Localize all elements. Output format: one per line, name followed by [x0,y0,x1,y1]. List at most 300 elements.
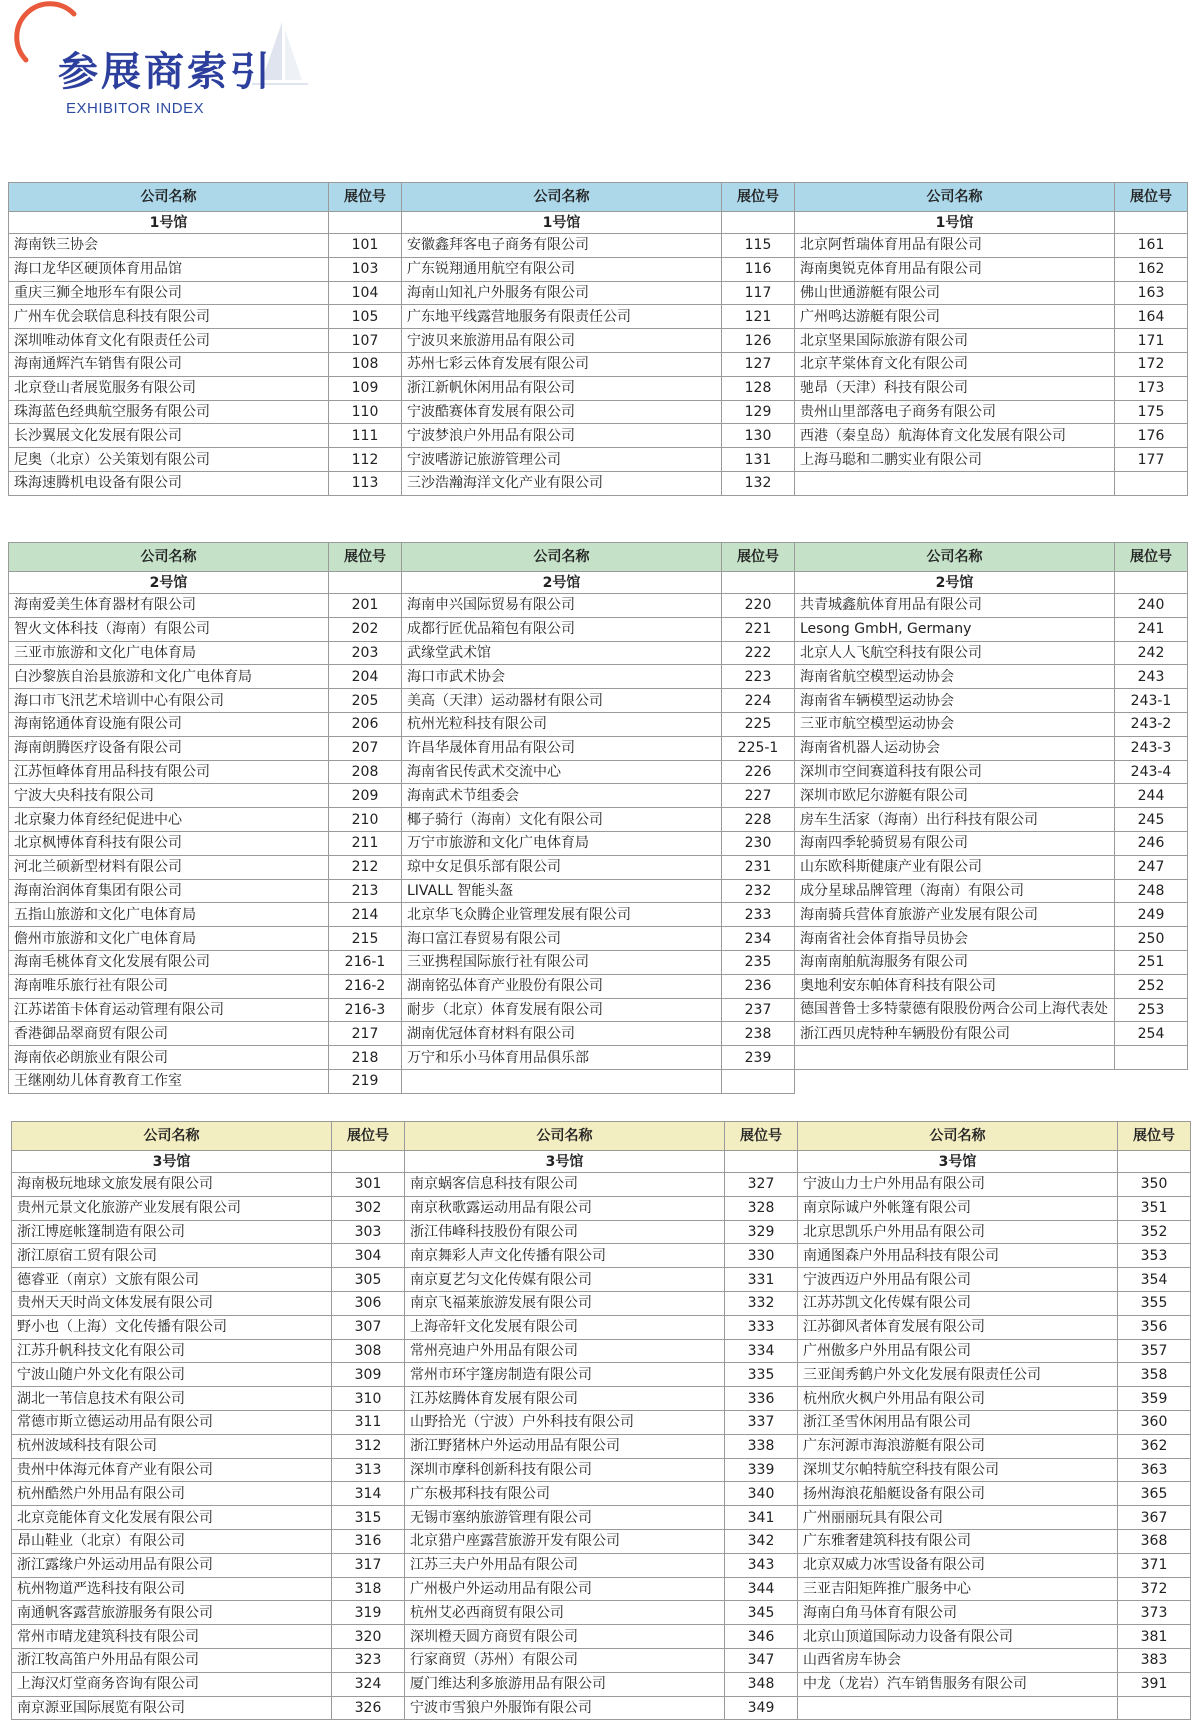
column-header-company: 公司名称 [795,183,1115,212]
exhibitor-table [797,1121,1191,1720]
booth-number: 113 [329,471,402,495]
hall-label-empty [1118,1151,1191,1173]
booth-number: 230 [722,831,795,855]
booth-number: 243-1 [1115,689,1188,713]
company-name: 江苏三夫户外用品有限公司 [405,1553,725,1577]
company-name: 扬州海浪花船艇设备有限公司 [798,1482,1118,1506]
company-name: 耐步（北京）体育发展有限公司 [402,998,722,1022]
hall-label-row [795,572,1188,594]
booth-number: 204 [329,665,402,689]
hall-label-empty [1115,212,1188,234]
booth-number: 216-1 [329,950,402,974]
booth-number: 211 [329,831,402,855]
table-row [402,974,795,998]
table-row [9,376,402,400]
table-row [9,950,402,974]
table-row [795,617,1188,641]
booth-number: 246 [1115,831,1188,855]
company-name: 浙江博庭帐篷制造有限公司 [12,1220,332,1244]
booth-number [1118,1696,1191,1720]
company-name: 武缘堂武术馆 [402,641,722,665]
table-row [795,760,1188,784]
exhibitor-table [794,542,1188,1070]
company-name: 贵州中体海元体育产业有限公司 [12,1458,332,1482]
booth-number: 344 [725,1577,798,1601]
booth-number: 318 [332,1577,405,1601]
company-name: 杭州物道严选科技有限公司 [12,1577,332,1601]
table-row [405,1196,798,1220]
company-name: 海南省航空模型运动协会 [795,665,1115,689]
company-name [795,1046,1115,1070]
booth-number: 221 [722,617,795,641]
company-name: 杭州艾必西商贸有限公司 [405,1601,725,1625]
company-name: 常州市晴龙建筑科技有限公司 [12,1625,332,1649]
booth-number: 351 [1118,1196,1191,1220]
company-name: 宁波西迈户外用品有限公司 [798,1268,1118,1292]
company-name: 江苏御风者体育发展有限公司 [798,1315,1118,1339]
table-header-row [795,183,1188,212]
booth-number: 391 [1118,1672,1191,1696]
table-row [9,234,402,258]
hall-label: 3号馆 [12,1151,332,1173]
table-row [798,1387,1191,1411]
company-name: 奥地利安东帕体育科技有限公司 [795,974,1115,998]
booth-number: 202 [329,617,402,641]
column-header-company: 公司名称 [9,183,329,212]
table-row [402,424,795,448]
table-row [402,617,795,641]
booth-number: 349 [725,1696,798,1720]
booth-number: 236 [722,974,795,998]
company-name: 白沙黎族自治县旅游和文化广电体育局 [9,665,329,689]
booth-number: 312 [332,1434,405,1458]
hall-label-row [9,212,402,234]
table-row [795,471,1188,495]
company-name: 浙江牧高笛户外用品有限公司 [12,1648,332,1672]
table-row [12,1601,405,1625]
booth-number: 239 [722,1046,795,1070]
company-name: 海南白角马体育有限公司 [798,1601,1118,1625]
booth-number: 132 [722,471,795,495]
company-name: 广东锐翔通用航空有限公司 [402,257,722,281]
booth-number: 314 [332,1482,405,1506]
company-name: 尼奥（北京）公关策划有限公司 [9,448,329,472]
table-row [795,927,1188,951]
hall-label-row [405,1151,798,1173]
table-row [9,257,402,281]
booth-number: 105 [329,305,402,329]
booth-number: 359 [1118,1387,1191,1411]
booth-number: 315 [332,1506,405,1530]
booth-number: 356 [1118,1315,1191,1339]
company-name: 宁波市雪狼户外服饰有限公司 [405,1696,725,1720]
booth-number: 117 [722,281,795,305]
company-name: 海南南舶航海服务有限公司 [795,950,1115,974]
table-row [9,448,402,472]
table-row [402,594,795,618]
column-header-booth: 展位号 [722,183,795,212]
table-row [798,1291,1191,1315]
booth-number: 110 [329,400,402,424]
column-header-company: 公司名称 [9,543,329,572]
table-row [9,808,402,832]
table-row [12,1625,405,1649]
booth-number: 311 [332,1410,405,1434]
company-name: 海南极玩地球文旅发展有限公司 [12,1173,332,1197]
booth-number: 116 [722,257,795,281]
company-name: 共青城鑫航体育用品有限公司 [795,594,1115,618]
booth-number: 233 [722,903,795,927]
company-name: 山西省房车协会 [798,1648,1118,1672]
booth-number: 323 [332,1648,405,1672]
booth-number: 354 [1118,1268,1191,1292]
company-name: 宁波梦浪户外用品有限公司 [402,424,722,448]
booth-number: 381 [1118,1625,1191,1649]
company-name: 江苏炫腾体育发展有限公司 [405,1387,725,1411]
table-row [402,281,795,305]
company-name: 海南铭通体育设施有限公司 [9,712,329,736]
booth-number: 201 [329,594,402,618]
table-row [405,1268,798,1292]
booth-number: 347 [725,1648,798,1672]
company-name: 杭州欣火枫户外用品有限公司 [798,1387,1118,1411]
booth-number: 212 [329,855,402,879]
booth-number: 216-2 [329,974,402,998]
booth-number: 206 [329,712,402,736]
company-name: 北京阿哲瑞体育用品有限公司 [795,234,1115,258]
table-row [12,1410,405,1434]
table-header-row [798,1122,1191,1151]
table-row [795,831,1188,855]
booth-number: 163 [1115,281,1188,305]
booth-number: 309 [332,1363,405,1387]
table-row [402,471,795,495]
booth-number: 339 [725,1458,798,1482]
company-name: 山野拾光（宁波）户外科技有限公司 [405,1410,725,1434]
table-row [12,1506,405,1530]
company-name: 广州车优会联信息科技有限公司 [9,305,329,329]
booth-number: 224 [722,689,795,713]
company-name: 北京枫博体育科技有限公司 [9,831,329,855]
booth-number: 161 [1115,234,1188,258]
booth-number: 219 [329,1069,402,1093]
booth-number: 173 [1115,376,1188,400]
table-row [798,1244,1191,1268]
table-row [798,1315,1191,1339]
table-row [405,1553,798,1577]
company-name: 三亚闺秀鹤户外文化发展有限责任公司 [798,1363,1118,1387]
table-row [795,448,1188,472]
company-name: 海口富江春贸易有限公司 [402,927,722,951]
company-name: 海南省机器人运动协会 [795,736,1115,760]
hall-label-empty [329,212,402,234]
table-row [402,903,795,927]
company-name: 江苏恒峰体育用品科技有限公司 [9,760,329,784]
table-header-row [12,1122,405,1151]
booth-number: 331 [725,1268,798,1292]
company-name: 北京华飞众腾企业管理发展有限公司 [402,903,722,927]
booth-number: 220 [722,594,795,618]
company-name: 广州丽丽玩具有限公司 [798,1506,1118,1530]
booth-number: 249 [1115,903,1188,927]
table-row [9,1046,402,1070]
company-name: 厦门维达利多旅游用品有限公司 [405,1672,725,1696]
table-row [402,448,795,472]
table-row [12,1387,405,1411]
company-name: 珠海蓝色经典航空服务有限公司 [9,400,329,424]
booth-number [1115,1046,1188,1070]
hall-label-empty [722,572,795,594]
company-name: 北京人人飞航空科技有限公司 [795,641,1115,665]
booth-number: 222 [722,641,795,665]
hall-label: 3号馆 [798,1151,1118,1173]
company-name: 深圳唯动体育文化有限责任公司 [9,329,329,353]
booth-number: 329 [725,1220,798,1244]
booth-number: 343 [725,1553,798,1577]
company-name: 重庆三狮全地形车有限公司 [9,281,329,305]
company-name: 无锡市塞纳旅游管理有限公司 [405,1506,725,1530]
table-row [9,471,402,495]
booth-number: 327 [725,1173,798,1197]
company-name: 山东欧科斯健康产业有限公司 [795,855,1115,879]
column-header-company: 公司名称 [798,1122,1118,1151]
table-row [9,400,402,424]
booth-number: 301 [332,1173,405,1197]
company-name: Lesong GmbH, Germany [795,617,1115,641]
company-name: 苏州七彩云体育发展有限公司 [402,352,722,376]
company-name: 海口市飞汛艺术培训中心有限公司 [9,689,329,713]
company-name: 驰昂（天津）科技有限公司 [795,376,1115,400]
company-name: 海口龙华区硬顶体育用品馆 [9,257,329,281]
table-header-row [9,543,402,572]
table-row [9,424,402,448]
company-name: 广东河源市海浪游艇有限公司 [798,1434,1118,1458]
company-name: 南京际诚户外帐篷有限公司 [798,1196,1118,1220]
booth-number: 302 [332,1196,405,1220]
booth-number: 357 [1118,1339,1191,1363]
booth-number: 225-1 [722,736,795,760]
company-name: 三亚吉阳矩阵推广服务中心 [798,1577,1118,1601]
exhibitor-table [8,182,402,496]
company-name: 上海马聪和二鹏实业有限公司 [795,448,1115,472]
table-row [405,1577,798,1601]
booth-number: 176 [1115,424,1188,448]
table-row [9,879,402,903]
company-name: 浙江野猪林户外运动用品有限公司 [405,1434,725,1458]
company-name: 江苏苏凯文化传媒有限公司 [798,1291,1118,1315]
hall-label: 3号馆 [405,1151,725,1173]
booth-number: 350 [1118,1173,1191,1197]
table-row [402,808,795,832]
table-header-row [405,1122,798,1151]
booth-number: 326 [332,1696,405,1720]
booth-number: 237 [722,998,795,1022]
table-row [798,1339,1191,1363]
column-header-booth: 展位号 [1115,183,1188,212]
booth-number: 250 [1115,927,1188,951]
company-name: 河北兰硕新型材料有限公司 [9,855,329,879]
company-name: 宁波贝来旅游用品有限公司 [402,329,722,353]
table-row [798,1601,1191,1625]
booth-number: 164 [1115,305,1188,329]
booth-number: 235 [722,950,795,974]
company-name: 南京秋歌露运动用品有限公司 [405,1196,725,1220]
table-row [405,1648,798,1672]
booth-number: 358 [1118,1363,1191,1387]
hall-label-row [402,212,795,234]
hall-label-row [795,212,1188,234]
table-row [795,594,1188,618]
hall-label-empty [332,1151,405,1173]
booth-number: 335 [725,1363,798,1387]
booth-number: 355 [1118,1291,1191,1315]
booth-number: 303 [332,1220,405,1244]
booth-number: 332 [725,1291,798,1315]
booth-number: 207 [329,736,402,760]
company-name: 常州市环宇篷房制造有限公司 [405,1363,725,1387]
table-header-row [402,183,795,212]
booth-number: 341 [725,1506,798,1530]
table-row [405,1482,798,1506]
booth-number: 252 [1115,974,1188,998]
table-row [795,712,1188,736]
company-name: 海南骑兵营体育旅游产业发展有限公司 [795,903,1115,927]
column-header-company: 公司名称 [402,183,722,212]
company-name: 海南依必朗旅业有限公司 [9,1046,329,1070]
table-row [402,376,795,400]
company-name: 海南朗腾医疗设备有限公司 [9,736,329,760]
hall-label: 1号馆 [795,212,1115,234]
booth-number: 238 [722,1022,795,1046]
table-row [405,1529,798,1553]
hall-label-empty [329,572,402,594]
booth-number [1115,471,1188,495]
company-name: 北京坚果国际旅游有限公司 [795,329,1115,353]
company-name: 德睿亚（南京）文旅有限公司 [12,1268,332,1292]
booth-number: 244 [1115,784,1188,808]
booth-number: 251 [1115,950,1188,974]
company-name: 南京蜗客信息科技有限公司 [405,1173,725,1197]
booth-number: 226 [722,760,795,784]
table-row [402,855,795,879]
company-name: 浙江露缘户外运动用品有限公司 [12,1553,332,1577]
booth-number: 360 [1118,1410,1191,1434]
booth-number: 372 [1118,1577,1191,1601]
booth-number: 231 [722,855,795,879]
company-name: 海南省民传武术交流中心 [402,760,722,784]
table-row [402,736,795,760]
table-row [798,1196,1191,1220]
table-row [795,424,1188,448]
table-row [9,1069,402,1093]
booth-number: 319 [332,1601,405,1625]
booth-number: 101 [329,234,402,258]
booth-number: 177 [1115,448,1188,472]
booth-number [722,1069,795,1093]
table-row [9,594,402,618]
company-name: 北京聚力体育经纪促进中心 [9,808,329,832]
booth-number: 129 [722,400,795,424]
table-row [12,1173,405,1197]
booth-number: 213 [329,879,402,903]
company-name [795,471,1115,495]
table-row [405,1696,798,1720]
booth-number: 247 [1115,855,1188,879]
table-row [9,641,402,665]
booth-number: 108 [329,352,402,376]
table-row [798,1173,1191,1197]
table-row [12,1244,405,1268]
booth-number: 363 [1118,1458,1191,1482]
column-header-company: 公司名称 [795,543,1115,572]
company-name: 贵州天天时尚文体发展有限公司 [12,1291,332,1315]
table-row [9,974,402,998]
company-name: 佛山世通游艇有限公司 [795,281,1115,305]
table-row [9,903,402,927]
table-row [405,1363,798,1387]
booth-number: 336 [725,1387,798,1411]
booth-number: 365 [1118,1482,1191,1506]
hall-label-row [9,572,402,594]
booth-number: 317 [332,1553,405,1577]
company-name: 海口市武术协会 [402,665,722,689]
table-row [798,1482,1191,1506]
company-name [402,1069,722,1093]
booth-number: 234 [722,927,795,951]
company-name: 广东雅奢建筑科技有限公司 [798,1529,1118,1553]
company-name: 江苏诺笛卡体育运动管理有限公司 [9,998,329,1022]
table-row [798,1410,1191,1434]
company-name: 海南治润体育集团有限公司 [9,879,329,903]
table-row [402,831,795,855]
table-row [405,1625,798,1649]
booth-number: 330 [725,1244,798,1268]
booth-number: 367 [1118,1506,1191,1530]
booth-number: 104 [329,281,402,305]
booth-number: 338 [725,1434,798,1458]
booth-number: 306 [332,1291,405,1315]
table-row [795,281,1188,305]
company-name: 北京猎户座露营旅游开发有限公司 [405,1529,725,1553]
table-row [795,1046,1188,1070]
company-name: 上海帝轩文化发展有限公司 [405,1315,725,1339]
table-row [798,1434,1191,1458]
booth-number: 228 [722,808,795,832]
company-name: 儋州市旅游和文化广电体育局 [9,927,329,951]
table-row [405,1387,798,1411]
booth-number: 208 [329,760,402,784]
booth-number: 215 [329,927,402,951]
column-header-company: 公司名称 [402,543,722,572]
exhibitor-table [11,1121,405,1720]
booth-number: 240 [1115,594,1188,618]
company-name [798,1696,1118,1720]
table-row [12,1196,405,1220]
company-name: 宁波山随户外文化有限公司 [12,1363,332,1387]
table-row [405,1601,798,1625]
company-name: 珠海速腾机电设备有限公司 [9,471,329,495]
table-row [12,1434,405,1458]
column-header-company: 公司名称 [12,1122,332,1151]
table-row [405,1244,798,1268]
table-header-row [795,543,1188,572]
table-row [795,736,1188,760]
company-name: 南京源亚国际展览有限公司 [12,1696,332,1720]
booth-number: 253 [1115,998,1188,1022]
company-name: 宁波山力士户外用品有限公司 [798,1173,1118,1197]
company-name: 房车生活家（海南）出行科技有限公司 [795,808,1115,832]
booth-number: 346 [725,1625,798,1649]
